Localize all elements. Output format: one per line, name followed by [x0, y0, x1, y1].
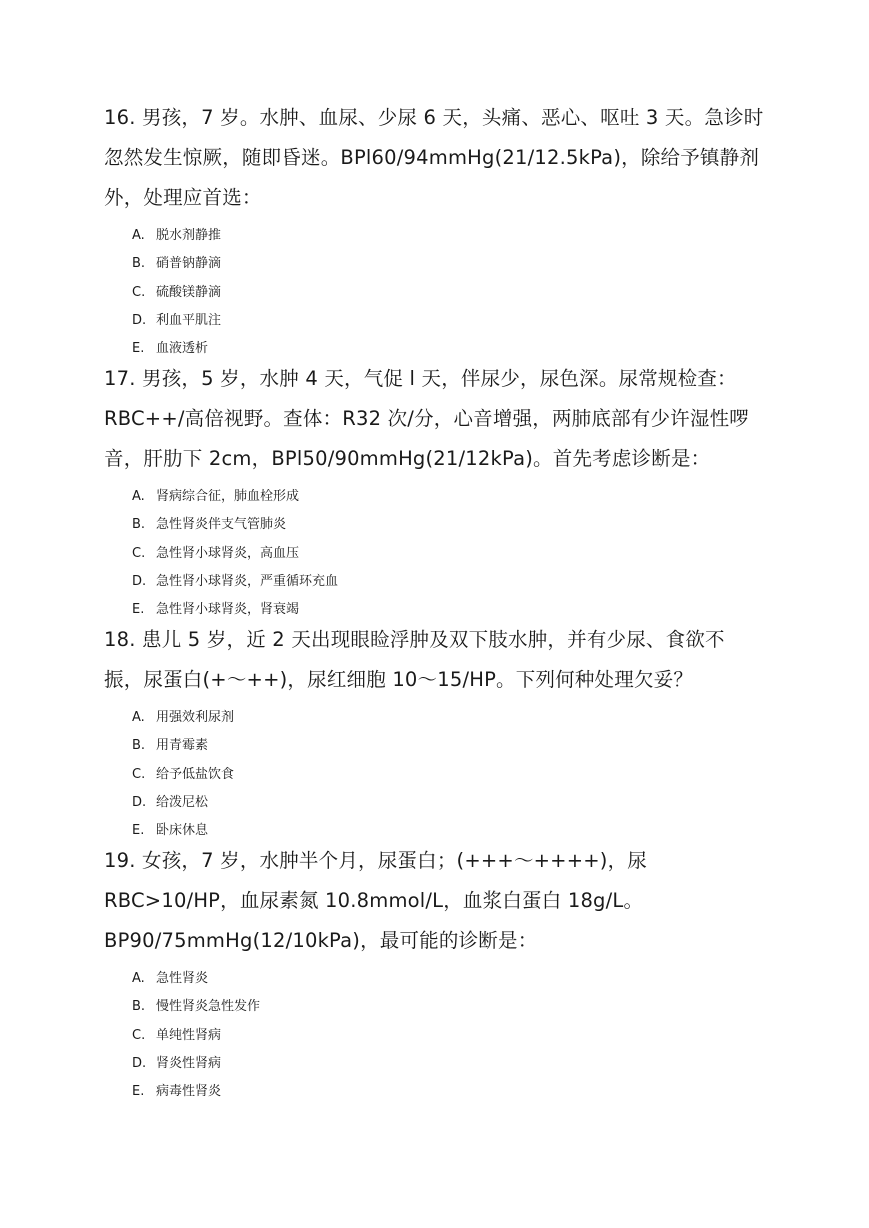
option-d [132, 307, 764, 335]
option-letter: C. [132, 766, 146, 782]
option-b [132, 511, 764, 539]
option-text: 急性肾炎 [156, 971, 209, 986]
option-d [132, 568, 764, 596]
option-text: 病毒性肾炎 [156, 1084, 222, 1100]
option-letter: C. [132, 284, 146, 300]
option-letter: E. [132, 1084, 145, 1100]
option-list [132, 965, 764, 1106]
option-a [132, 704, 764, 732]
option-text: 单纯性肾病 [156, 1027, 222, 1043]
option-text: 脱水剂静推 [156, 228, 222, 243]
option-text: 急性肾小球肾炎，严重循环充血 [156, 573, 339, 589]
question-19 [104, 841, 764, 1106]
option-c [132, 279, 764, 307]
option-letter: B. [132, 256, 146, 272]
option-letter: A. [132, 489, 145, 504]
option-d [132, 789, 764, 817]
question-stem: 16. 男孩，7 岁。水肿、血尿、少尿 6 天，头痛、恶心、呕吐 3 天。急诊时忽然发生惊厥，随即昏迷。BPl60/94mmHg(21/12.5kPa)，除给予镇静剂外，处理应首选： [104, 106, 764, 209]
question-17 [104, 359, 764, 624]
option-letter: D. [132, 794, 147, 810]
option-e [132, 1078, 764, 1106]
option-a [132, 222, 764, 250]
option-letter: A. [132, 971, 145, 986]
question-stem: 17. 男孩，5 岁，水肿 4 天，气促 l 天，伴尿少，尿色深。尿常规检查：RBC++/高倍视野。查体：R32 次/分，心音增强，两肺底部有少许湿性啰音，肝肋下 2cm，BPl50/90mmHg(21/12kPa)。首先考虑诊断是： [104, 367, 749, 470]
option-letter: A. [132, 228, 145, 243]
option-letter: D. [132, 312, 147, 328]
question-stem: 19. 女孩，7 岁，水肿半个月，尿蛋白；(+++～++++)，尿 RBC>10/HP，血尿素氮 10.8mmol/L，血浆白蛋白 18g/L。BP90/75mmHg(12/10kPa)，最可能的诊断是： [104, 849, 648, 952]
option-text: 给予低盐饮食 [156, 766, 235, 782]
option-list [132, 704, 764, 845]
option-b [132, 993, 764, 1021]
option-text: 卧床休息 [156, 823, 209, 839]
option-text: 急性肾小球肾炎，肾衰竭 [156, 602, 300, 618]
option-text: 硫酸镁静滴 [156, 284, 222, 300]
option-letter: A. [132, 710, 145, 725]
option-letter: C. [132, 545, 146, 561]
option-a [132, 965, 764, 993]
option-letter: C. [132, 1027, 146, 1043]
question-stem: 18. 患儿 5 岁，近 2 天出现眼睑浮肿及双下肢水肿，并有少尿、食欲不振，尿蛋白(+～++)，尿红细胞 10～15/HP。下列何种处理欠妥？ [104, 628, 725, 691]
option-letter: B. [132, 517, 146, 533]
option-letter: E. [132, 341, 145, 357]
option-c [132, 1022, 764, 1050]
option-letter: E. [132, 602, 145, 618]
option-text: 急性肾小球肾炎，高血压 [156, 545, 300, 561]
option-text: 给泼尼松 [156, 794, 209, 810]
option-letter: B. [132, 999, 146, 1015]
option-b [132, 732, 764, 760]
option-letter: D. [132, 1055, 147, 1071]
option-letter: E. [132, 823, 145, 839]
option-text: 肾炎性肾病 [156, 1055, 222, 1071]
option-letter: B. [132, 738, 146, 754]
option-text: 用青霉素 [156, 738, 209, 754]
option-c [132, 761, 764, 789]
option-text: 用强效利尿剂 [156, 710, 235, 725]
option-b [132, 250, 764, 278]
option-letter: D. [132, 573, 147, 589]
option-text: 血液透析 [156, 341, 209, 357]
option-d [132, 1050, 764, 1078]
option-text: 急性肾炎伴支气管肺炎 [156, 517, 287, 533]
option-text: 慢性肾炎急性发作 [156, 999, 261, 1015]
option-a [132, 483, 764, 511]
option-text: 利血平肌注 [156, 312, 222, 328]
option-text: 肾病综合征，肺血栓形成 [156, 489, 300, 504]
question-16 [104, 98, 764, 363]
option-c [132, 540, 764, 568]
option-list [132, 222, 764, 363]
option-text: 硝普钠静滴 [156, 256, 222, 272]
question-18 [104, 620, 764, 845]
option-list [132, 483, 764, 624]
